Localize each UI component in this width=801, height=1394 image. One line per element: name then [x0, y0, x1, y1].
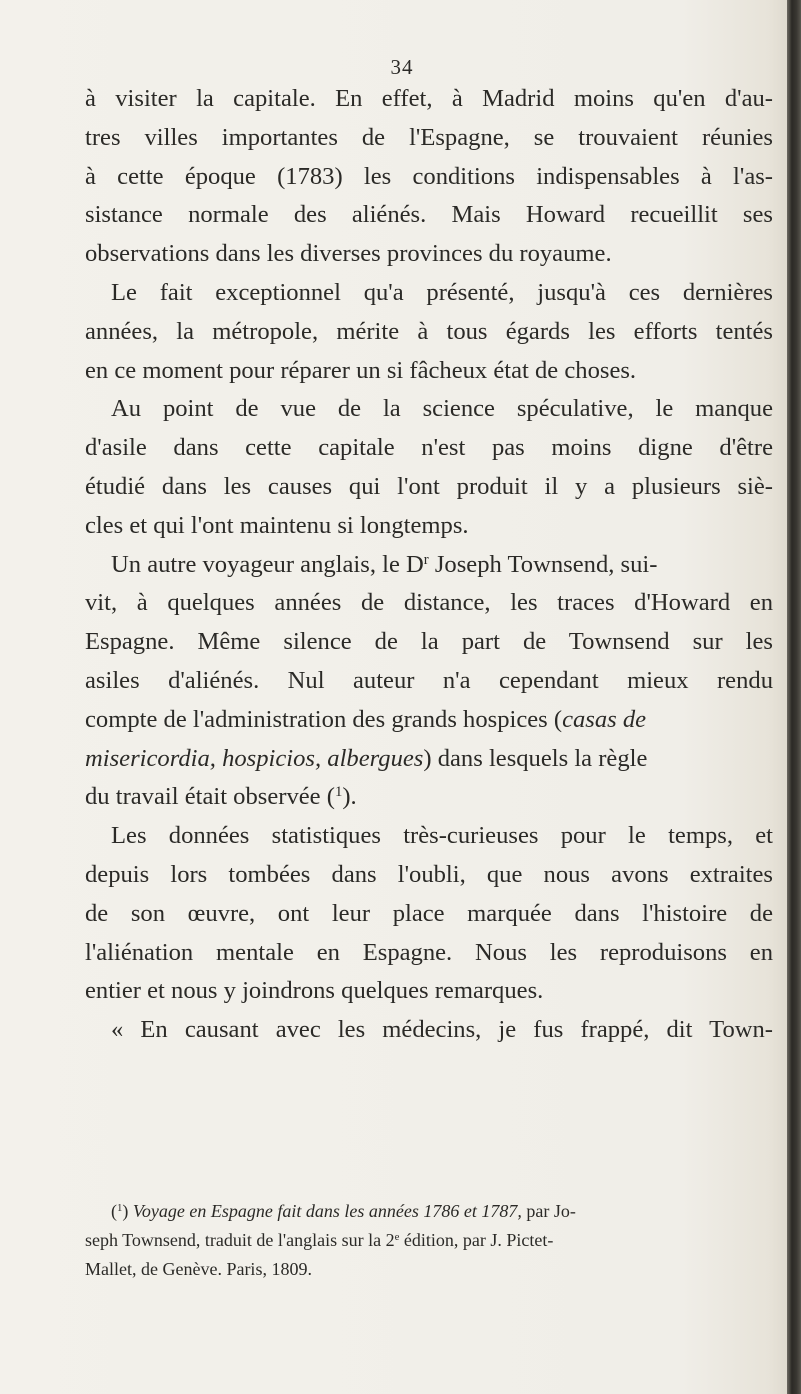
text-line: sistance normale des aliénés. Mais Howard recueillit ses — [85, 201, 773, 229]
text-line: asiles d'aliénés. Nul auteur n'a cependant mieux rendu — [85, 666, 773, 694]
text-line: Au point de vue de la science spéculative, le manque — [111, 395, 773, 423]
text-line: entier et nous y joindrons quelques remarques. — [85, 977, 544, 1005]
superscript: e — [394, 1231, 400, 1244]
text-line — [85, 546, 773, 585]
text-run: ) dans lesquels la règle — [423, 744, 648, 772]
text-run: Joseph Townsend, sui- — [428, 550, 658, 578]
footnote-ref: 1 — [334, 784, 343, 801]
text-line — [85, 778, 773, 817]
text-run: du travail était observée ( — [85, 783, 335, 811]
text-line: étudié dans les causes qui l'ont produit il y a plusieurs siè- — [85, 472, 773, 500]
italic-text: casas de — [562, 705, 647, 733]
text-line: Espagne. Même silence de la part de Townsend sur les — [85, 628, 773, 656]
text-line: en ce moment pour réparer un si fâcheux état de choses. — [85, 356, 637, 384]
text-line: « En causant avec les médecins, je fus frappé, dit Town- — [111, 1016, 773, 1044]
text-line: Les données statistiques très-curieuses pour le temps, et — [111, 822, 773, 850]
footnote-title: Voyage en Espagne fait dans les années 1786 et 1787, — [132, 1201, 522, 1221]
footnote — [85, 1197, 773, 1284]
text-line: cles et qui l'ont maintenu si longtemps. — [85, 511, 469, 539]
footnote-line — [85, 1226, 773, 1255]
text-line — [85, 740, 773, 779]
text-line: observations dans les diverses provinces du royaume. — [85, 240, 612, 268]
text-run: seph Townsend, traduit de l'anglais sur la 2 — [85, 1230, 395, 1250]
text-line: d'asile dans cette capitale n'est pas moins digne d'être — [85, 434, 773, 462]
superscript: r — [423, 551, 429, 568]
text-run: édition, par J. Pictet- — [399, 1230, 554, 1250]
page-number: 34 — [390, 55, 414, 79]
text-line: tres villes importantes de l'Espagne, se trouvaient réunies — [85, 123, 773, 151]
text-run: ). — [342, 783, 357, 811]
text-line: l'aliénation mentale en Espagne. Nous les reproduisons en — [85, 938, 773, 966]
text-run — [111, 546, 657, 585]
footnote-line: ($^1$) Voyage en Espagne fait dans les années 1786 et 1787, par Jo- — [111, 1201, 576, 1221]
text-line: à visiter la capitale. En effet, à Madrid moins qu'en d'au- — [85, 85, 773, 112]
text-line: de son œuvre, ont leur place marquée dans l'histoire de — [85, 899, 773, 927]
footnote-line: Mallet, de Genève. Paris, 1809. — [85, 1259, 312, 1279]
book-binding-edge — [787, 0, 801, 1394]
text-run: compte de l'administration des grands hospices ( — [85, 705, 563, 733]
text-line: à cette époque (1783) les conditions indispensables à l'as- — [85, 162, 773, 190]
text-line: vit, à quelques années de distance, les traces d'Howard en — [85, 589, 773, 617]
footnote-marker: 1 — [117, 1202, 123, 1215]
body-text — [85, 80, 773, 1050]
text-line: Le fait exceptionnel qu'a présenté, jusqu'à ces dernières — [111, 278, 773, 306]
text-line: depuis lors tombées dans l'oubli, que nous avons extraites — [85, 860, 773, 888]
text-run: Un autre voyageur anglais, le D — [111, 550, 424, 578]
italic-text: misericordia, hospicios, albergues — [85, 744, 424, 772]
text-line — [85, 701, 773, 740]
text-run: par Jo- — [521, 1201, 576, 1221]
text-line: années, la métropole, mérite à tous égards les efforts tentés — [85, 317, 773, 345]
